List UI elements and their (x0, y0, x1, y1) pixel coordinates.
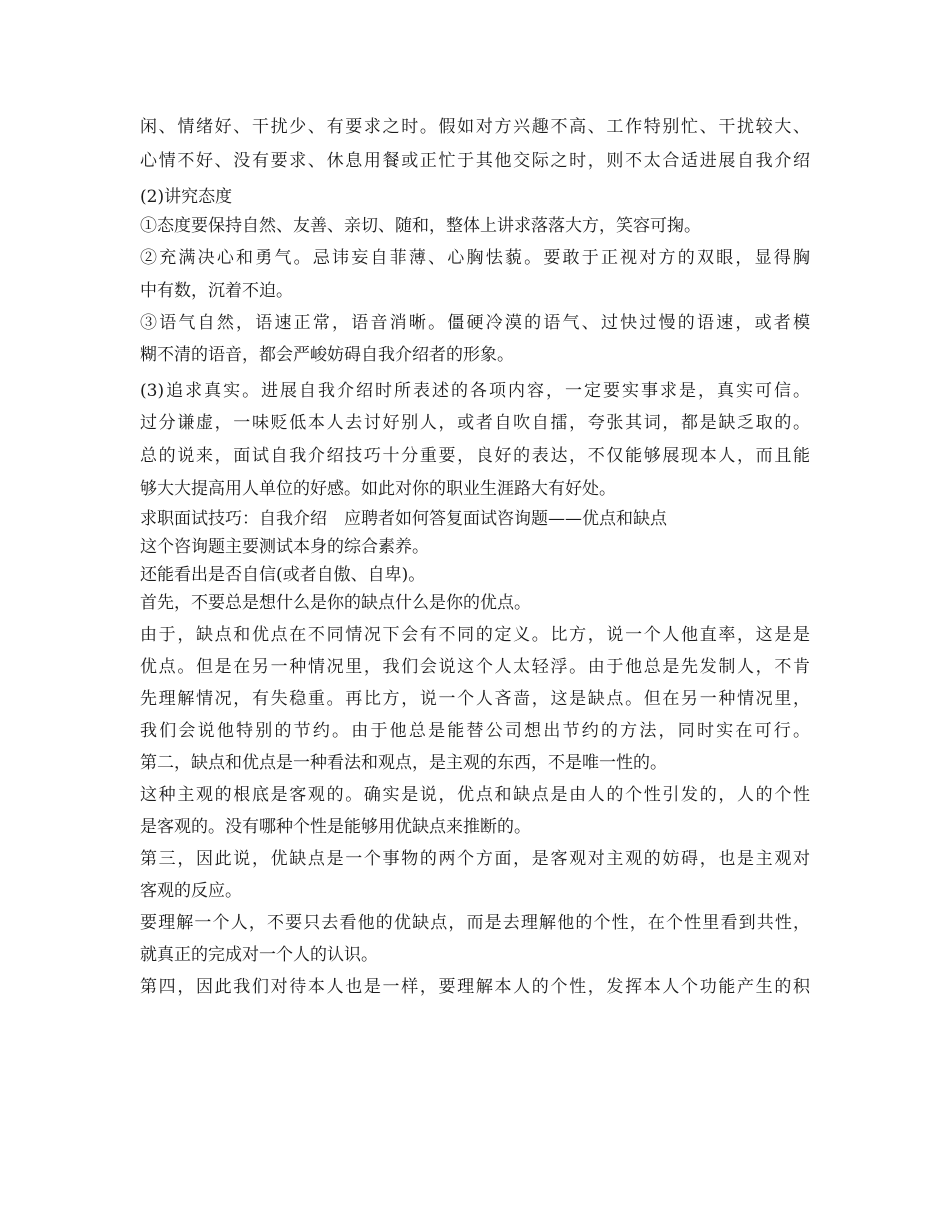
text-line: 首先，不要总是想什么是你的缺点什么是你的优点。 (140, 593, 531, 613)
text-line: 客观的反应。 (140, 881, 242, 901)
text-line: 心情不好、没有要求、休息用餐或正忙于其他交际之时，则不太合适进展自我介绍 (140, 151, 810, 171)
text-line: 总的说来，面试自我介绍技巧十分重要，良好的表达，不仅能够展现本人，而且能 (140, 446, 810, 466)
text-line: 闲、情绪好、干扰少、有要求之时。假如对方兴趣不高、工作特别忙、干扰较大、 (140, 117, 810, 137)
text-line: ①态度要保持自然、友善、亲切、随和，整体上讲求落落大方，笑容可掬。 (140, 216, 701, 236)
text-line: 要理解一个人，不要只去看他的优缺点，而是去理解他的个性，在个性里看到共性， (140, 913, 810, 933)
text-line: 是客观的。没有哪种个性是能够用优缺点来推断的。 (140, 817, 531, 837)
text-line: ②充满决心和勇气。忌讳妄自菲薄、心胸怯藐。要敢于正视对方的双眼，显得胸 (140, 248, 810, 268)
text-line: 先理解情况，有失稳重。再比方，说一个人吝啬，这是缺点。但在另一种情况里， (140, 689, 810, 709)
text-line: 过分谦虚，一味贬低本人去讨好别人，或者自吹自擂，夸张其词，都是缺乏取的。 (140, 413, 810, 433)
text-line: 第二，缺点和优点是一种看法和观点，是主观的东西，不是唯一性的。 (140, 753, 667, 773)
text-line: 由于，缺点和优点在不同情况下会有不同的定义。比方，说一个人他直率，这是是 (140, 625, 810, 645)
text-line: 求职面试技巧：自我介绍 应聘者如何答复面试咨询题——优点和缺点 (140, 509, 667, 529)
text-line: 就真正的完成对一个人的认识。 (140, 945, 378, 965)
text-line: 够大大提高用人单位的好感。如此对你的职业生涯路大有好处。 (140, 479, 616, 499)
text-line: 糊不清的语音，都会严峻妨碍自我介绍者的形象。 (140, 345, 514, 365)
text-line: (3)追求真实。进展自我介绍时所表述的各项内容，一定要实事求是，真实可信。 (140, 381, 810, 401)
text-line: 我们会说他特别的节约。由于他总是能替公司想出节约的方法，同时实在可行。 (140, 721, 810, 741)
text-line: 第四，因此我们对待本人也是一样，要理解本人的个性，发挥本人个功能产生的积 (140, 977, 810, 997)
text-line: 第三，因此说，优缺点是一个事物的两个方面，是客观对主观的妨碍，也是主观对 (140, 849, 810, 869)
text-line: 还能看出是否自信(或者自傲、自卑)。 (140, 565, 426, 585)
text-line: 这个咨询题主要测试本身的综合素养。 (140, 537, 429, 557)
text-line: 这种主观的根底是客观的。确实是说，优点和缺点是由人的个性引发的，人的个性 (140, 785, 810, 805)
text-line: 优点。但是在另一种情况里，我们会说这个人太轻浮。由于他总是先发制人，不肯 (140, 657, 810, 677)
text-line: ③语气自然，语速正常，语音消晰。僵硬冷漠的语气、过快过慢的语速，或者模 (140, 313, 810, 333)
text-line: (2)讲究态度 (140, 187, 233, 207)
text-line: 中有数，沉着不迫。 (140, 281, 293, 301)
